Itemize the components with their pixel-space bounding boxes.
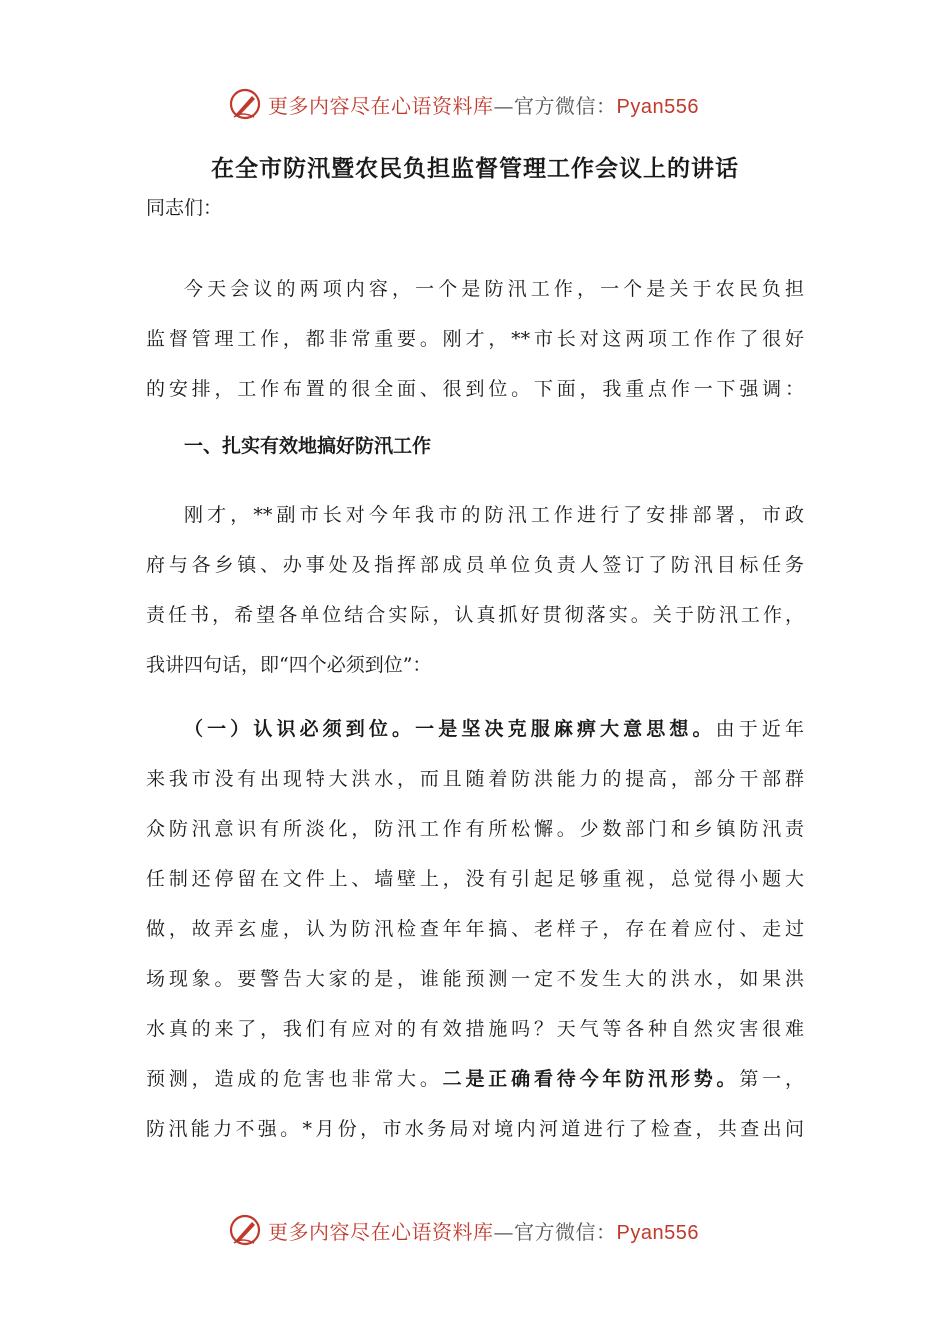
text-line: 今天会议的两项内容，一个是防汛工作，一个是关于农民负担 xyxy=(184,278,804,300)
text-line: 监督管理工作，都非常重要。刚才，**市长对这两项工作作了很好 xyxy=(146,328,804,350)
text-run: 第一， xyxy=(739,1068,804,1090)
bold-point: 二是正确看待今年防汛形势。 xyxy=(442,1068,740,1090)
section-heading: 一、扎实有效地搞好防汛工作 xyxy=(184,435,432,457)
text-line: 府与各乡镇、办事处及指挥部成员单位负责人签订了防汛目标任务 xyxy=(146,554,804,576)
text-run: 预测，造成的危害也非常大。 xyxy=(146,1068,443,1090)
paragraph-intro xyxy=(146,264,804,414)
paragraph-awareness xyxy=(146,704,804,1154)
text-line xyxy=(146,704,804,754)
text-line: 的安排，工作布置的很全面、很到位。下面，我重点作一下强调： xyxy=(146,378,804,400)
text-line: 责任书，希望各单位结合实际，认真抓好贯彻落实。关于防汛工作， xyxy=(146,604,804,626)
text-line: 场现象。要警告大家的是，谁能预测一定不发生大的洪水，如果洪 xyxy=(146,968,804,990)
brand-text: 更多内容尽在心语资料库 xyxy=(268,93,494,118)
wechat-id: Pyan556 xyxy=(616,1221,699,1244)
text-run: 由于近年 xyxy=(715,718,804,740)
pen-logo-icon xyxy=(228,87,262,121)
text-line: 做，故弄玄虚，认为防汛检查年年搞、老样子，存在着应付、走过 xyxy=(146,918,804,940)
brand-text: 更多内容尽在心语资料库 xyxy=(268,1219,494,1244)
footer-watermark xyxy=(0,1210,950,1250)
salutation: 同志们： xyxy=(146,197,223,219)
text-line: 刚才，**副市长对今年我市的防汛工作进行了安排部署，市政 xyxy=(184,504,804,526)
document-title: 在全市防汛暨农民负担监督管理工作会议上的讲话 xyxy=(211,155,739,182)
bold-lead: （一）认识必须到位。一是坚决克服麻痹大意思想。 xyxy=(184,718,716,740)
text-line: 我讲四句话，即“四个必须到位”： xyxy=(146,654,432,676)
text-line: 任制还停留在文件上、墙壁上，没有引起足够重视，总觉得小题大 xyxy=(146,868,804,890)
header-watermark xyxy=(0,84,950,124)
wechat-id: Pyan556 xyxy=(616,95,699,118)
document-body xyxy=(146,192,804,1154)
text-line: 来我市没有出现特大洪水，而且随着防洪能力的提高，部分干部群 xyxy=(146,768,804,790)
text-line: 众防汛意识有所淡化，防汛工作有所松懈。少数部门和乡镇防汛责 xyxy=(146,818,804,840)
text-line xyxy=(146,1054,804,1104)
text-line: 水真的来了，我们有应对的有效措施吗？天气等各种自然灾害很难 xyxy=(146,1018,804,1040)
paragraph-flood-intro xyxy=(146,490,804,690)
text-line: 防汛能力不强。*月份，市水务局对境内河道进行了检查，共查出问 xyxy=(146,1118,804,1140)
wechat-label: —官方微信： xyxy=(493,93,617,118)
pen-logo-icon xyxy=(228,1213,262,1247)
wechat-label: —官方微信： xyxy=(493,1219,617,1244)
